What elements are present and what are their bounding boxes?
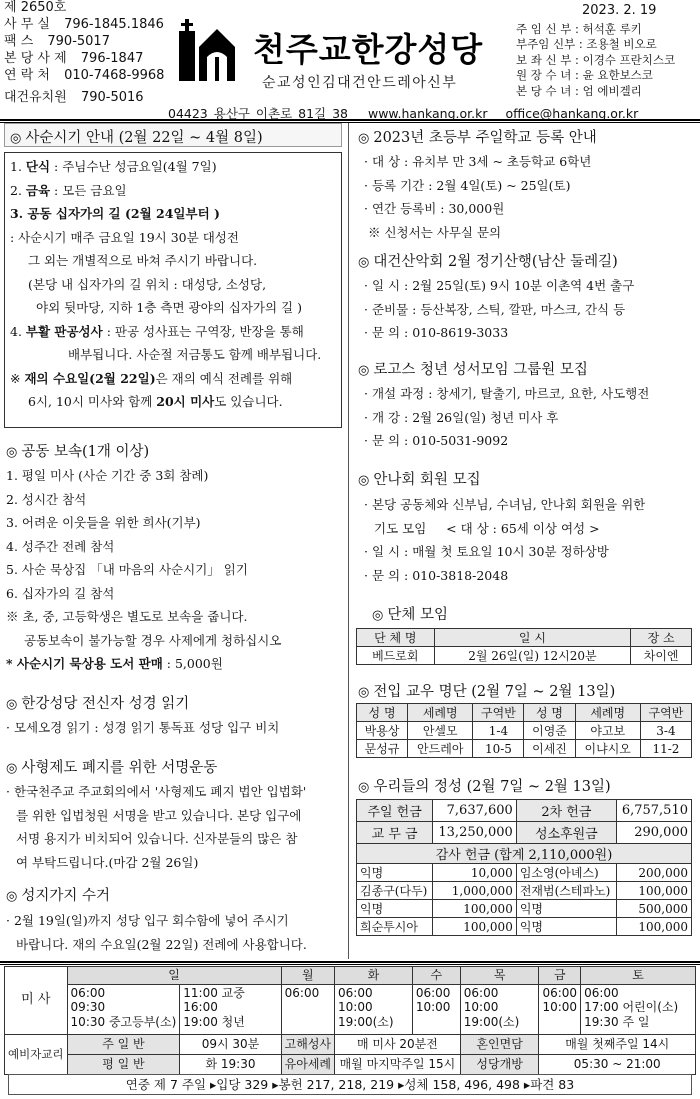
table-cell: 1,000,000 bbox=[433, 882, 517, 900]
lent-text: : 모든 금요일 bbox=[50, 182, 127, 198]
table-cell: 베드로회 bbox=[357, 647, 435, 665]
offering-title: ◎ 우리들의 정성 (2월 7일 ~ 2월 13일) bbox=[358, 779, 611, 795]
lent-text: 은 재의 예식 전례를 위해 bbox=[155, 370, 293, 386]
table-cell: 익명 bbox=[357, 864, 433, 882]
annahoe-title-text: 안나회 회원 모집 bbox=[373, 472, 481, 488]
transfer-table bbox=[356, 703, 692, 758]
table-row bbox=[357, 844, 692, 864]
annahoe-lines bbox=[364, 493, 645, 587]
table-row bbox=[357, 740, 692, 758]
palm-title: ◎ 성지가지 수거 bbox=[6, 888, 110, 904]
day-header: 수 bbox=[412, 967, 460, 985]
penance-bold: * 사순시기 묵상용 도서 판매 bbox=[6, 656, 163, 671]
lent-text: 6시, 10시 미사와 함께 bbox=[28, 394, 157, 409]
table-cell: 혼인면담 bbox=[460, 1034, 539, 1054]
table-cell: 1-4 bbox=[473, 722, 524, 740]
bible-text: · 모세오경 읽기 : 성경 읽기 통독표 성당 입구 비치 bbox=[6, 720, 280, 735]
table-header: 일 시 bbox=[434, 629, 631, 647]
table-cell: 2차 헌금 bbox=[516, 800, 616, 822]
table-cell: 교 무 금 bbox=[357, 822, 433, 844]
petition-line: 여 부탁드립니다.(마감 2월 26일) bbox=[16, 854, 199, 870]
contact-label: 연 락 처 bbox=[4, 68, 50, 83]
table-cell: 500,000 bbox=[616, 900, 691, 918]
table-cell: 익명 bbox=[516, 900, 616, 918]
hiking-lines bbox=[364, 274, 634, 345]
contact-label: 팩 스 bbox=[4, 34, 34, 49]
table-row bbox=[357, 900, 692, 918]
table-cell: 익명 bbox=[357, 900, 433, 918]
lent-num: 2. bbox=[10, 182, 26, 198]
table-cell: 100,000 bbox=[433, 900, 517, 918]
hiking-line: · 문 의 : 010-8619-3033 bbox=[364, 325, 509, 340]
petition-line: 를 위한 입법청원 서명을 받고 있습니다. 본당 입구에 bbox=[16, 807, 302, 823]
penance-title-text: 공동 보속(1개 이상) bbox=[21, 444, 150, 460]
table-header: 성 명 bbox=[357, 704, 408, 722]
groups-title-text: 단체 모임 bbox=[387, 607, 448, 623]
mass-times: 06:00 10:00 19:00(소) bbox=[460, 984, 539, 1034]
table-cell: 13,250,000 bbox=[433, 822, 517, 844]
mass-times: 06:00 17:00 어린이(소) 19:30 주 일 bbox=[581, 984, 696, 1034]
annahoe-title: ◎ 안나회 회원 모집 bbox=[358, 472, 481, 488]
day-header: 화 bbox=[335, 967, 413, 985]
day-header: 토 bbox=[581, 967, 696, 985]
annahoe-line: 기도 모임 < 대 상 : 65세 이상 여성 > bbox=[374, 520, 600, 536]
table-cell: 성소후원금 bbox=[516, 822, 616, 844]
bible-title-text: 한강성당 전신자 성경 읽기 bbox=[21, 696, 190, 712]
table-cell: 05:30 ~ 21:00 bbox=[539, 1054, 696, 1074]
lent-text: 그 외는 개별적으로 바쳐 주시기 바랍니다. bbox=[28, 253, 258, 268]
table-cell: 화 19:30 bbox=[180, 1054, 281, 1074]
school-title-text: 2023년 초등부 주일학교 등록 안내 bbox=[373, 130, 597, 146]
staff-role: 주 임 신 부 : bbox=[516, 22, 579, 36]
table-header-row bbox=[357, 704, 692, 722]
hiking-line: · 일 시 : 2월 25일(토) 9시 10분 이촌역 4번 출구 bbox=[364, 278, 635, 293]
lent-lines bbox=[10, 155, 321, 414]
penance-item: 3. 어려운 이웃들을 위한 희사(기부) bbox=[6, 515, 201, 530]
day-header: 일 bbox=[67, 967, 281, 985]
table-header: 장 소 bbox=[631, 629, 692, 647]
school-line: · 연간 등록비 : 30,000원 bbox=[364, 201, 505, 216]
issue-number: 제 2650호 bbox=[4, 0, 67, 15]
penance-text: : 5,000원 bbox=[162, 656, 223, 671]
lent-text: : 사순시기 매주 금요일 19시 30분 대성전 bbox=[10, 229, 239, 245]
table-row bbox=[357, 918, 692, 936]
palm-line: · 2월 19일(일)까지 성당 입구 회수함에 넣어 주시기 bbox=[6, 913, 289, 928]
column-divider bbox=[348, 123, 349, 959]
contact-value: 010-7468-9968 bbox=[64, 68, 165, 83]
table-cell: 10-5 bbox=[473, 740, 524, 758]
table-cell: 희순투시아 bbox=[357, 918, 433, 936]
logos-title: ◎ 로고스 청년 성서모임 그룹원 모집 bbox=[358, 362, 588, 378]
annahoe-line: · 문 의 : 010-3818-2048 bbox=[364, 567, 509, 583]
lent-bold: 재의 수요일(2월 22일) bbox=[24, 370, 156, 386]
lent-title-text: 사순시기 안내 (2월 22일 ~ 4월 8일) bbox=[25, 130, 263, 146]
lent-text: : 주님수난 성금요일(4월 7일) bbox=[50, 159, 217, 174]
staff-name: 조용철 비오로 bbox=[586, 37, 657, 52]
table-row bbox=[357, 800, 692, 822]
lent-bold: 단식 bbox=[25, 159, 51, 174]
day-header: 금 bbox=[539, 967, 581, 985]
annahoe-line: · 본당 공동체와 신부님, 수녀님, 안나회 회원을 위한 bbox=[364, 497, 646, 512]
staff-name: 엄 에비겔리 bbox=[582, 83, 642, 98]
day-header: 목 bbox=[460, 967, 539, 985]
lent-text: 배부됩니다. 사순절 저금통도 함께 배부됩니다. bbox=[68, 347, 322, 362]
table-row bbox=[357, 722, 692, 740]
table-row bbox=[357, 822, 692, 844]
table-row bbox=[357, 647, 692, 665]
catechism-label: 예비자교리 bbox=[5, 1034, 68, 1074]
bible-title: ◎ 한강성당 전신자 성경 읽기 bbox=[6, 696, 190, 712]
staff-role: 원 장 수 녀 : bbox=[516, 68, 579, 83]
offering-title-text: 우리들의 정성 (2월 7일 ~ 2월 13일) bbox=[373, 779, 611, 795]
table-header: 세례명 bbox=[408, 704, 473, 722]
church-title: 천주교한강성당 bbox=[253, 30, 484, 69]
table-cell: 3-4 bbox=[640, 722, 691, 740]
contact-label: 대건유치원 bbox=[4, 90, 67, 105]
hiking-line: · 준비물 : 등산복장, 스틱, 깔판, 마스크, 간식 등 bbox=[364, 301, 626, 317]
table-cell: 평 일 반 bbox=[67, 1054, 180, 1074]
groups-title: ◎ 단체 모임 bbox=[372, 607, 448, 623]
petition-line: · 한국천주교 주교회의에서 '사형제도 폐지 법안 입법화' bbox=[6, 784, 307, 799]
day-header: 월 bbox=[281, 967, 334, 985]
logos-line: · 개 강 : 2월 26일(일) 청년 미사 후 bbox=[364, 409, 559, 425]
table-row bbox=[5, 1034, 696, 1054]
palm-line: 바랍니다. 재의 수요일(2월 22일) 전례에 사용합니다. bbox=[16, 936, 307, 952]
table-cell: 09시 30분 bbox=[180, 1034, 281, 1054]
mass-times: 06:00 10:00 19:00(소) bbox=[335, 984, 413, 1034]
table-cell: 성당개방 bbox=[460, 1054, 539, 1074]
issue-date: 2023. 2. 19 bbox=[582, 3, 657, 18]
logos-line: · 개설 과정 : 창세기, 탈출기, 마르코, 요한, 사도행전 bbox=[364, 386, 650, 401]
table-cell: 매월 마지막주일 15시 bbox=[335, 1054, 461, 1074]
penance-item: 6. 십자가의 길 참석 bbox=[6, 585, 115, 601]
penance-item: ※ 초, 중, 고등학생은 별도로 보속을 줍니다. bbox=[6, 609, 248, 624]
lent-num: 4. bbox=[10, 323, 26, 339]
table-cell: 야고보 bbox=[575, 722, 640, 740]
penance-item: 1. 평일 미사 (사순 기간 중 3회 참례) bbox=[6, 468, 209, 483]
school-line: ※ 신청서는 사무실 문의 bbox=[368, 224, 502, 240]
petition-lines bbox=[6, 780, 306, 874]
lent-text: 도 있습니다. bbox=[214, 394, 283, 409]
transfer-title: ◎ 전입 교우 명단 (2월 7일 ~ 2월 13일) bbox=[358, 684, 616, 700]
table-cell: 이냐시오 bbox=[575, 740, 640, 758]
contact-label: 사 무 실 bbox=[4, 17, 50, 32]
logos-title-text: 로고스 청년 성서모임 그룹원 모집 bbox=[373, 362, 588, 378]
mass-times: 06:00 bbox=[281, 984, 334, 1034]
table-cell: 7,637,600 bbox=[433, 800, 517, 822]
table-cell: 주일 헌금 bbox=[357, 800, 433, 822]
table-cell: 김종구(다두) bbox=[357, 882, 433, 900]
lent-text: : 판공 성사표는 구역장, 반장을 통해 bbox=[102, 323, 304, 339]
transfer-title-text: 전입 교우 명단 (2월 7일 ~ 2월 13일) bbox=[373, 684, 616, 700]
groups-table bbox=[356, 628, 692, 665]
petition-title-text: 사형제도 폐지를 위한 서명운동 bbox=[21, 760, 218, 776]
table-cell: 익명 bbox=[516, 918, 616, 936]
staff-list bbox=[516, 22, 675, 99]
table-header: 세례명 bbox=[575, 704, 640, 722]
petition-line: 서명 용지가 비치되어 있습니다. 신자분들의 많은 참 bbox=[16, 831, 298, 846]
mass-schedule-table bbox=[4, 966, 696, 1075]
schedule-divider bbox=[0, 961, 700, 965]
staff-role: 부주임 신부 : bbox=[516, 37, 583, 52]
mass-times: 06:00 09:30 10:30 중고등부(소) bbox=[67, 984, 180, 1034]
staff-name: 윤 요한보스코 bbox=[582, 68, 653, 83]
table-cell: 100,000 bbox=[616, 918, 691, 936]
penance-item: 4. 성주간 전례 참석 bbox=[6, 538, 115, 554]
contact-value: 796-1845.1846 bbox=[64, 17, 164, 32]
table-cell: 임소영(아녜스) bbox=[516, 864, 616, 882]
website-link[interactable]: www.hankang.or.kr bbox=[367, 106, 488, 121]
school-title: ◎ 2023년 초등부 주일학교 등록 안내 bbox=[358, 130, 597, 146]
email-link[interactable]: office@hankang.or.kr bbox=[505, 106, 639, 121]
kindergarten-contact bbox=[4, 86, 144, 105]
lent-text: (본당 내 십자가의 길 위치 : 대성당, 소성당, bbox=[28, 276, 267, 292]
table-cell: 290,000 bbox=[616, 822, 691, 844]
table-header: 성 명 bbox=[524, 704, 575, 722]
contact-value: 790-5017 bbox=[47, 34, 110, 49]
table-row bbox=[357, 882, 692, 900]
table-cell: 2월 26일(일) 12시20분 bbox=[434, 647, 631, 665]
table-cell: 박용상 bbox=[357, 722, 408, 740]
table-cell: 100,000 bbox=[433, 918, 517, 936]
table-cell: 11-2 bbox=[640, 740, 691, 758]
staff-name: 허석훈 루키 bbox=[582, 22, 642, 36]
penance-item: 2. 성시간 참석 bbox=[6, 491, 87, 507]
penance-item: 공동보속이 불가능할 경우 사제에게 청하십시오 bbox=[24, 632, 282, 648]
contact-info bbox=[4, 0, 164, 84]
table-row bbox=[5, 1054, 696, 1074]
table-cell: 200,000 bbox=[616, 864, 691, 882]
logos-lines bbox=[364, 382, 649, 453]
table-header: 단 체 명 bbox=[357, 629, 435, 647]
lent-bold: 20시 미사 bbox=[156, 394, 215, 409]
table-cell: 안드레아 bbox=[408, 740, 473, 758]
mass-times: 06:00 10:00 bbox=[539, 984, 581, 1034]
school-line: · 대 상 : 유치부 만 3세 ~ 초등학교 6학년 bbox=[364, 154, 592, 169]
lent-num: 1. bbox=[10, 159, 26, 174]
table-header: 구역반 bbox=[640, 704, 691, 722]
thanks-title: 감사 헌금 (합계 2,110,000원) bbox=[357, 844, 692, 864]
table-row bbox=[357, 864, 692, 882]
contact-label: 본 당 사 제 bbox=[4, 51, 67, 66]
offering-table bbox=[356, 799, 692, 936]
bible-lines bbox=[6, 716, 279, 740]
address: 04423 용산구 이촌로 81길 38 bbox=[168, 106, 348, 121]
church-logo-icon bbox=[173, 17, 239, 83]
table-cell: 유아세례 bbox=[281, 1054, 334, 1074]
palm-lines bbox=[6, 909, 307, 956]
lent-bold: 3. 공동 십자가의 길 (2월 24일부터 ) bbox=[10, 206, 220, 221]
table-cell: 10,000 bbox=[433, 864, 517, 882]
table-cell: 차이엔 bbox=[631, 647, 692, 665]
church-subtitle: 순교성인김대건안드레아신부 bbox=[262, 75, 458, 91]
table-header: 구역반 bbox=[473, 704, 524, 722]
table-cell: 100,000 bbox=[616, 882, 691, 900]
lent-text: 야외 뒷마당, 지하 1층 측면 광야의 십자가의 길 ) bbox=[36, 300, 302, 315]
table-cell: 안셀모 bbox=[408, 722, 473, 740]
penance-title: ◎ 공동 보속(1개 이상) bbox=[6, 444, 150, 460]
annahoe-line: · 일 시 : 매월 첫 토요일 10시 30분 정하상방 bbox=[364, 544, 609, 559]
logos-line: · 문 의 : 010-5031-9092 bbox=[364, 433, 509, 448]
school-line: · 등록 기간 : 2월 4일(토) ~ 25일(토) bbox=[364, 177, 571, 193]
hymn-footer: 연중 제 7 주일 ▸입당 329 ▸봉헌 217, 218, 219 ▸성체 158, 496, 498 ▸파견 83 bbox=[8, 1074, 692, 1095]
penance-lines bbox=[6, 464, 281, 676]
table-cell: 6,757,510 bbox=[616, 800, 691, 822]
lent-title: ◎ 사순시기 안내 (2월 22일 ~ 4월 8일) bbox=[10, 130, 263, 146]
staff-role: 본 당 수 녀 : bbox=[516, 83, 579, 98]
table-cell: 전재범(스테파노) bbox=[516, 882, 616, 900]
table-cell: 이세진 bbox=[524, 740, 575, 758]
table-cell: 문성규 bbox=[357, 740, 408, 758]
contact-value: 790-5016 bbox=[80, 90, 144, 105]
hiking-title: ◎ 대건산악회 2월 정기산행(남산 둘레길) bbox=[358, 254, 618, 270]
table-cell: 주 일 반 bbox=[67, 1034, 180, 1054]
table-cell: 매월 첫째주일 14시 bbox=[539, 1034, 696, 1054]
contact-value: 796-1847 bbox=[80, 51, 144, 66]
table-cell: 고해성사 bbox=[281, 1034, 334, 1054]
lent-text: ※ bbox=[10, 370, 25, 386]
table-cell: 이영준 bbox=[524, 722, 575, 740]
lent-bold: 금육 bbox=[25, 182, 51, 198]
mass-times: 06:00 10:00 bbox=[412, 984, 460, 1034]
palm-title-text: 성지가지 수거 bbox=[21, 888, 110, 904]
table-header-row bbox=[5, 967, 696, 985]
table-row bbox=[5, 984, 696, 1034]
mass-times: 11:00 교중 16:00 19:00 청년 bbox=[180, 984, 281, 1034]
staff-role: 보 좌 신 부 : bbox=[516, 52, 579, 67]
table-header-row bbox=[357, 629, 692, 647]
school-lines bbox=[364, 150, 591, 244]
hiking-title-text: 대건산악회 2월 정기산행(남산 둘레길) bbox=[373, 254, 618, 270]
table-cell: 매 미사 20분전 bbox=[335, 1034, 461, 1054]
penance-item: 5. 사순 묵상집 「내 마음의 사순시기」 읽기 bbox=[6, 562, 248, 577]
mass-label: 미 사 bbox=[5, 967, 68, 1035]
lent-bold: 부활 판공성사 bbox=[25, 323, 103, 339]
petition-title: ◎ 사형제도 폐지를 위한 서명운동 bbox=[6, 760, 218, 776]
staff-name: 이경수 프란치스코 bbox=[582, 52, 676, 67]
